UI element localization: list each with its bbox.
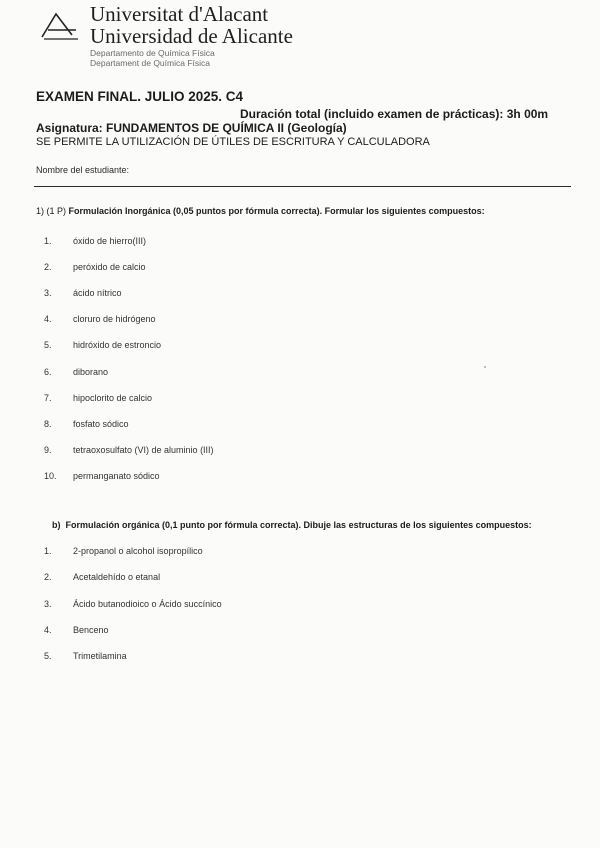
item-text: fosfato sódico <box>73 418 129 429</box>
list-item <box>44 651 444 663</box>
list-item <box>44 599 444 611</box>
item-text: hipoclorito de calcio <box>73 392 153 403</box>
list-item <box>44 288 444 300</box>
section1-prefix: 1) (1 P) <box>36 206 67 216</box>
item-number: 3. <box>44 288 52 299</box>
item-number: 8. <box>44 418 52 429</box>
item-number: 2. <box>44 572 52 583</box>
list-item <box>44 572 444 584</box>
item-text: diborano <box>73 366 109 377</box>
student-name-label: Nombre del estudiante: <box>36 165 130 175</box>
item-number: 5. <box>44 651 52 662</box>
item-text: Trimetilamina <box>73 651 127 662</box>
list-item <box>44 262 444 274</box>
item-text: Ácido butanodioico o Ácido succínico <box>73 598 222 609</box>
item-text: peróxido de calcio <box>73 262 146 273</box>
item-number: 3. <box>44 598 52 609</box>
item-number: 6. <box>44 366 52 377</box>
university-logo-icon <box>40 10 80 42</box>
scan-speck <box>484 366 486 368</box>
item-number: 5. <box>44 340 52 351</box>
list-item <box>44 445 444 457</box>
item-number: 7. <box>44 392 52 403</box>
item-text: 2-propanol o alcohol isopropílico <box>73 546 203 556</box>
department-name-valencian: Departament de Química Física <box>90 58 210 68</box>
item-number: 9. <box>44 444 52 455</box>
item-number: 10. <box>44 470 57 481</box>
list-item <box>44 419 444 431</box>
item-text: tetraoxosulfato (VI) de aluminio (III) <box>73 444 214 455</box>
list-item <box>44 625 444 637</box>
list-item <box>44 393 444 405</box>
list-item <box>44 367 444 379</box>
item-text: cloruro de hidrógeno <box>73 314 156 325</box>
header-divider <box>34 186 571 187</box>
item-number: 4. <box>44 314 52 325</box>
list-item <box>44 236 444 248</box>
exam-duration: Duración total (incluido examen de prácticas): 3h 00m <box>240 107 549 121</box>
subject-title: Asignatura: FUNDAMENTOS DE QUÍMICA II (Geología) <box>36 121 347 135</box>
department-name-spanish: Departamento de Química Física <box>90 48 215 58</box>
university-name-valencian: Universitat d'Alacant <box>90 2 269 26</box>
item-text: Acetaldehído o etanal <box>73 572 161 583</box>
university-name-spanish: Universidad de Alicante <box>90 24 293 48</box>
item-text: óxido de hierro(III) <box>73 236 147 246</box>
item-text: permanganato sódico <box>73 470 160 481</box>
permission-notice: SE PERMITE LA UTILIZACIÓN DE ÚTILES DE ESCRITURA Y CALCULADORA <box>36 136 430 148</box>
item-number: 1. <box>44 236 52 246</box>
section1-heading-text: Formulación Inorgánica (0,05 puntos por fórmula correcta). Formular los siguientes compuestos: <box>68 206 485 216</box>
list-item <box>44 471 444 483</box>
item-number: 4. <box>44 624 52 635</box>
item-text: ácido nítrico <box>73 288 122 299</box>
list-item <box>44 314 444 326</box>
section1-heading <box>36 206 485 216</box>
section2-heading-text: Formulación orgánica (0,1 punto por fórmula correcta). Dibuje las estructuras de los siguientes compuestos: <box>65 520 532 530</box>
item-number: 1. <box>44 546 52 556</box>
list-item <box>44 340 444 352</box>
item-number: 2. <box>44 262 52 273</box>
list-item <box>44 546 444 558</box>
section2-prefix: b) <box>52 520 61 530</box>
item-text: Benceno <box>73 624 109 635</box>
exam-title: EXAMEN FINAL. JULIO 2025. C4 <box>36 89 244 104</box>
section2-heading <box>52 520 532 530</box>
item-text: hidróxido de estroncio <box>73 340 162 351</box>
